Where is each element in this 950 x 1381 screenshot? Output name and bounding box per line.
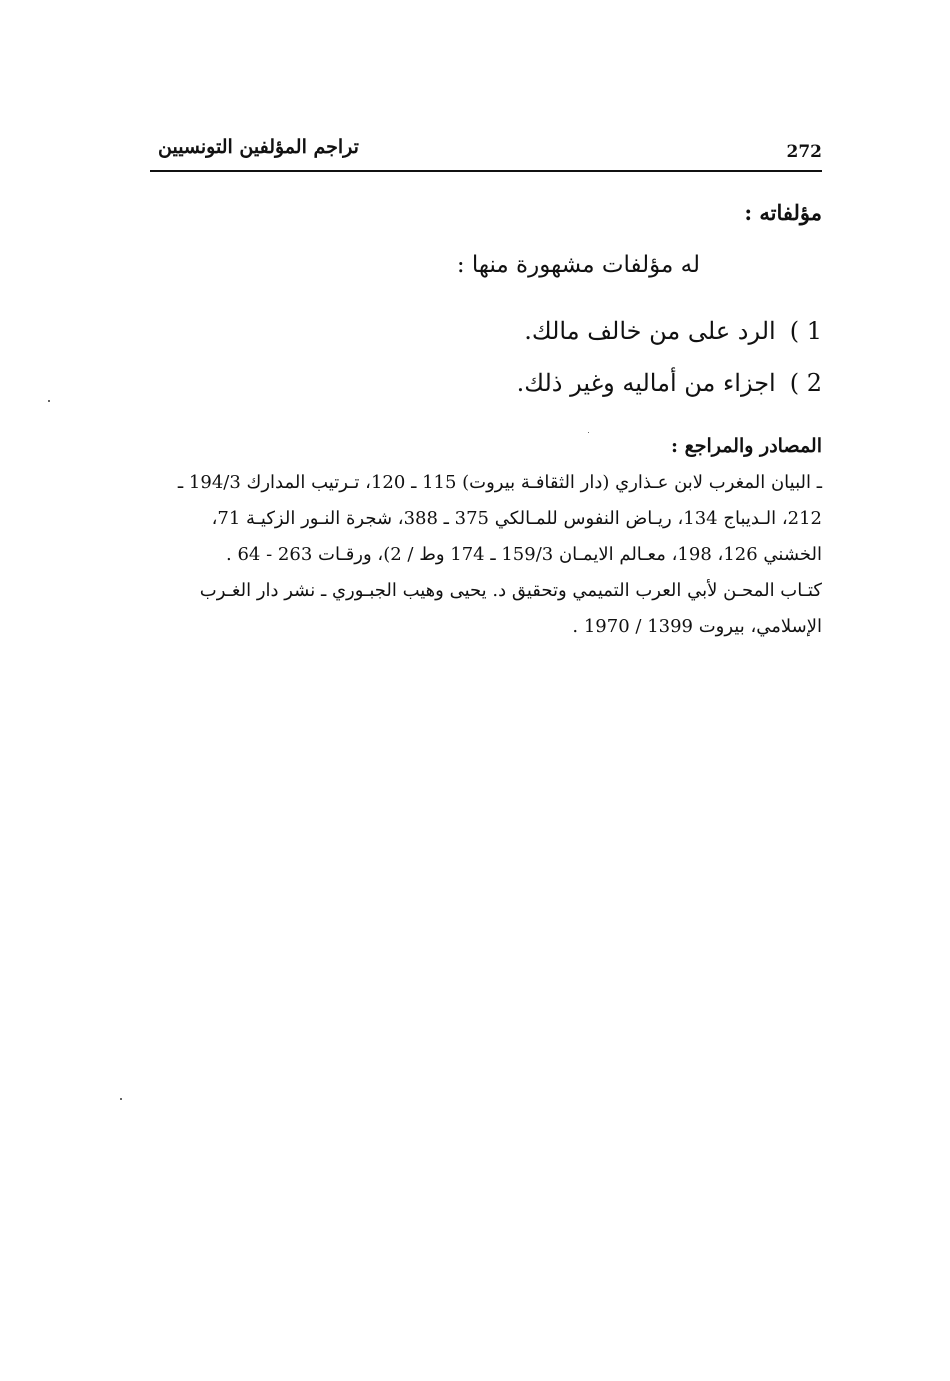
header-rule: [150, 170, 822, 172]
section-heading: مؤلفاته :: [744, 200, 822, 225]
works-intro: له مؤلفات مشهورة منها :: [456, 252, 700, 278]
works-list: [517, 305, 822, 409]
source-line: الخشني 126، 198، معـالم الايمـان 159/3 ـ 174 وط / 2)، ورقـات 263 - 64 .: [226, 544, 822, 565]
page-number: 272: [786, 142, 822, 162]
sources-body: [122, 465, 822, 645]
source-line: ـ البيان المغرب لابن عـذاري (دار الثقافـة بيروت) 115 ـ 120، تـرتيب المدارك 194/3 ـ: [177, 472, 822, 493]
sources-heading: المصادر والمراجع :: [670, 435, 822, 457]
source-line: كتـاب المحـن لأبي العرب التميمي وتحقيق د. يحيى وهيب الجبـوري ـ نشر دار الغـرب: [199, 580, 822, 601]
source-line: الإسلامي، بيروت 1399 / 1970 .: [572, 616, 822, 637]
scan-speck: [48, 400, 50, 402]
scan-speck: [120, 1098, 122, 1100]
list-item-text: الرد على من خالف مالك.: [524, 317, 776, 345]
source-line: 212، الـديباج 134، ريـاض النفوس للمـالكي 375 ـ 388، شجرة النـور الزكيـة 71،: [211, 508, 822, 529]
list-item-number: 2 ): [789, 369, 822, 397]
running-header: [150, 136, 822, 170]
book-title: تراجم المؤلفين التونسيين: [158, 136, 359, 158]
list-item: [517, 305, 822, 357]
list-item: [517, 357, 822, 409]
scan-speck: [588, 432, 589, 433]
list-item-text: اجزاء من أماليه وغير ذلك.: [516, 369, 776, 397]
list-item-number: 1 ): [789, 317, 822, 345]
